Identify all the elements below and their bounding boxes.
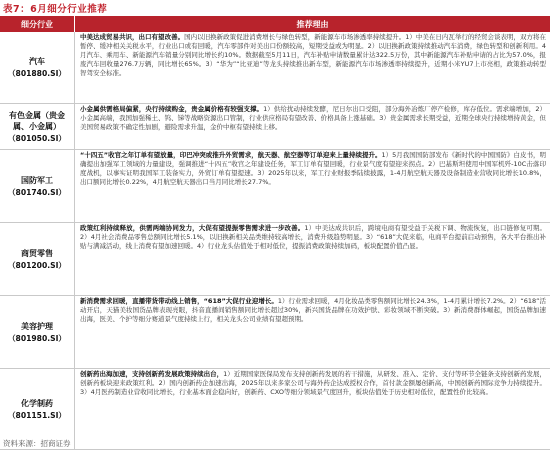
reason-body: 国内以旧换新政策促进消费增长与绿色转型，新能源车市场渗透率持续提升。1）中美在日内瓦举行的经贸会谈表明，双方将在暂停、缓冲相关关税水平，行业出口或有回暖，汽车零部件对美出口份额较高，短期受益或为明显。2）以旧换新政策持续推动汽车消费，绿色转型和创新利用。4月汽车、乘用车、新能源汽车销量分别同比增长约10%。数据截至5月11日，汽车补贴申请数量累计达322.5万份，其中新能源汽车补贴申请的占比为57.0%，报废汽车回收量276.7万辆，同比增长65%。3）“华为”“比亚迪”等龙头持续推出新车型，新能源汽车市场渗透率持续提升，近期小米YU7上市亮相，政策推动转型智驾安全标准。	[80, 33, 547, 77]
reason-headline: 小金属供需格局偏紧，央行持续购金，贵金属价格有较强支撑。	[80, 105, 264, 113]
industry-cell	[0, 223, 75, 295]
reason-cell	[75, 223, 550, 295]
industry-code: （801151.SI）	[7, 410, 67, 420]
industry-name: 汽车	[29, 57, 45, 66]
reason-cell	[75, 296, 550, 368]
reason-body: 1）近期国家医保局发布支持创新药发展的若干措施，从研发、准入、定价、支付等环节全链条支持创新药发展，创新药板块迎来政策红利。2）国内创新药企加速出海，2025年以来多家公司与海外药企达成授权合作，首付款金额屡创新高，中国创新药国际竞争力持续提升。3）4月医药制造业营收同比增长，行业基本面企稳向好，创新药、CXO等细分领域景气度回升，板块估值处于历史相对低位，配置性价比较高。	[80, 370, 547, 396]
reason-cell	[75, 104, 550, 149]
reason-headline: 中美达成贸易共识，出口有望改善。	[80, 33, 185, 41]
industry-code: （801740.SI）	[7, 187, 67, 197]
reason-headline: “十四五”收官之年订单有望放量，印巴冲突或推升外贸需求，航天器、航空器等订单迎来上量持续提升。	[80, 151, 382, 159]
table-title: 表7：6月细分行业推荐	[3, 4, 108, 15]
header-industry: 细分行业	[0, 16, 75, 32]
industry-name: 国防军工	[21, 175, 53, 185]
reason-cell	[75, 150, 550, 222]
industry-code: （801200.SI）	[7, 260, 67, 270]
industry-cell	[0, 32, 75, 103]
reason-cell	[75, 32, 550, 103]
table-row	[0, 369, 550, 450]
industry-name: 化学制药	[21, 398, 53, 408]
industry-cell	[0, 150, 75, 222]
table-row	[0, 223, 550, 296]
table-row	[0, 150, 550, 223]
reason-cell	[75, 369, 550, 449]
reason-body: 1）行业需求回暖，4月化妆品类零售额同比增长24.3%，1-4月累计增长7.2%。2）“618”活动开启，天猫美妆国货品牌表现亮眼，抖音直播间销售额同比增长超过30%，新兴国货品牌在功效护肤、彩妆领域不断突破。3）新消费群体崛起，国货品牌加速出海，医美、个护等细分赛道景气度持续上行，相关龙头公司业绩有望超预期。	[80, 297, 546, 323]
industry-code: （801050.SI）	[7, 133, 67, 143]
reason-body: 1）中美达成共识后，跨境电商有望受益于关税下调、物流恢复，出口链修复可期。2）4月社会消费品零售总额同比增长5.1%，以旧换新相关品类维持较高增长，消费升级趋势明显。3）“618”大促来临，电商平台提前启动预售，各大平台推出补贴与满减活动，线上消费有望加速回暖。4）行业龙头估值处于相对低位，提振消费政策持续加码，板块配置价值凸显。	[80, 224, 547, 250]
industry-code: （801980.SI）	[7, 333, 67, 343]
table-row	[0, 32, 550, 104]
industry-cell	[0, 369, 75, 449]
industry-cell	[0, 104, 75, 149]
table-row	[0, 104, 550, 150]
header-reason: 推荐理由	[296, 19, 329, 29]
industry-cell	[0, 296, 75, 368]
industry-code: （801880.SI）	[7, 69, 67, 78]
industry-name: 有色金属（贵金属、小金属）	[9, 110, 65, 131]
source-note: 资料来源：招商证券	[3, 439, 71, 448]
table-header	[0, 16, 550, 32]
reason-body: 1）5月我国国防部发布《新时代的中国国防》白皮书，明确提出加强军工领域的力量建设，强调推进“十四五”收官之年建设任务，军工订单有望回暖，行业景气度有望迎来拐点。2）巴基斯坦使用中国军机歼-10C击落印度战机，以事实证明我国军工装备实力，外贸订单有望提速。3）2025年以来，军工行业财报季陆续披露，1-4月航空航天器及设备制造业营收同比增长10.8%，出口额同比增长0.22%，4月航空航天器出口当月同比增长27.7%。	[80, 151, 546, 186]
industry-name: 美容护理	[21, 321, 53, 331]
industry-recommendation-table	[0, 16, 550, 450]
industry-name: 商贸零售	[21, 248, 53, 258]
reason-headline: 创新药出海加速，支持创新药发展政策持续出台，	[80, 370, 224, 378]
reason-headline: 新消费需求回暖，直播带货带动线上销售，“618”大促行业迎增长。	[80, 297, 278, 305]
table-title-bar	[0, 0, 550, 16]
reason-headline: 政策红利持续释放，供需两端协同发力，大促有望提振零售需求进一步改善。	[80, 224, 305, 232]
reason-body: 1）供给扰动持续发酵，尼日尔出口受阻，部分海外冶炼厂停产检修，库存低位。需求端增加，2）小金属高端，我国加强稀土、钨、锑等战略资源出口管制，行业供应格局有望改善、价格具备上涨基础。3）贵金属需求长期受益，近期全球央行持续增持黄金，但美国贸易政策不确定性加剧，避险需求升温，金价中枢有望持续上移。	[80, 105, 546, 131]
table-row	[0, 296, 550, 369]
